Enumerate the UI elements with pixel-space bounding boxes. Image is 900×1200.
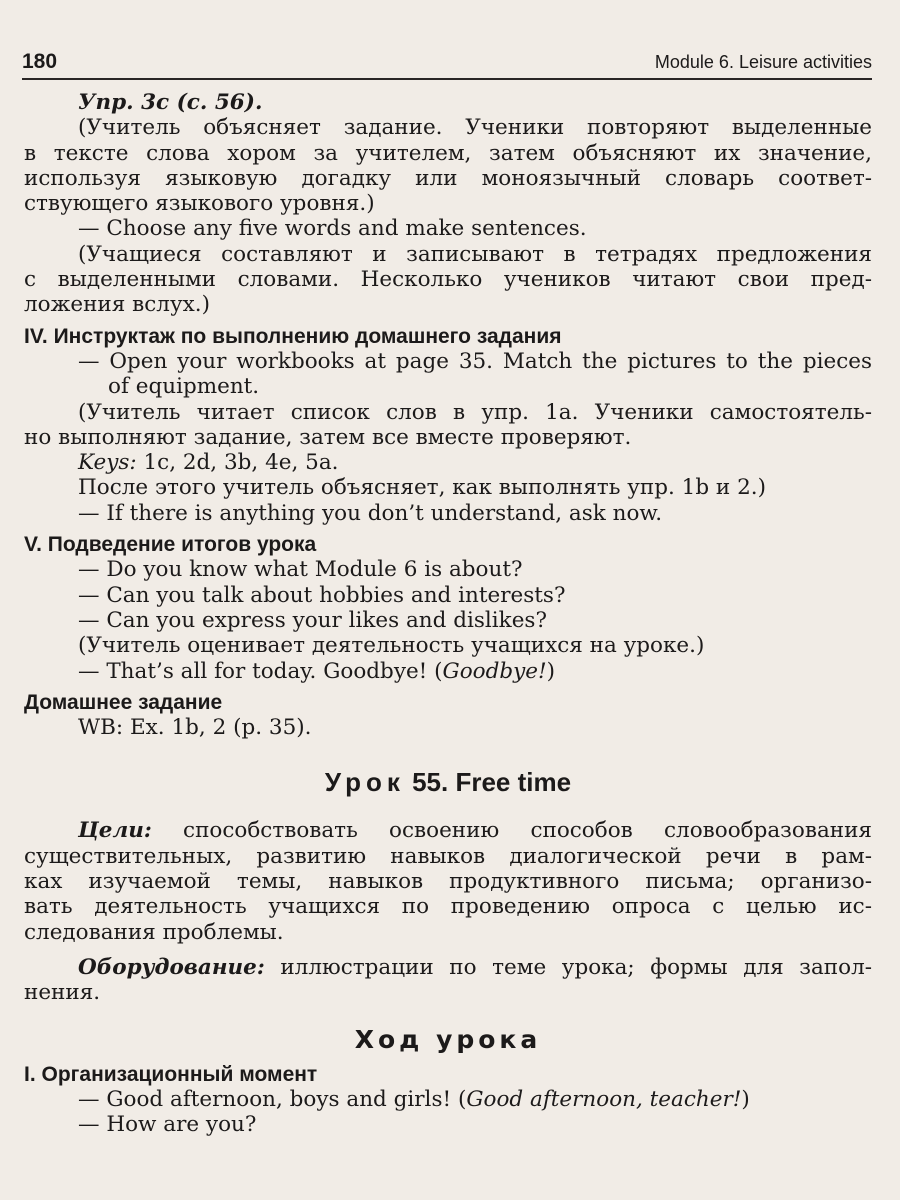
goals-line: ках изучаемой темы, навыков продуктивного письма; организо-: [24, 869, 872, 895]
teacher-greeting: [24, 1087, 872, 1112]
equipment-line: [24, 955, 872, 980]
section-heading: I. Организационный момент: [24, 1062, 318, 1086]
lesson-title: [24, 766, 872, 798]
goals-label: Цели:: [78, 818, 152, 844]
section-heading: IV. Инструктаж по выполнению домашнего задания: [24, 324, 562, 348]
goals-text: способствовать освоению способов словообразования: [151, 818, 872, 844]
page-body: [24, 90, 872, 1137]
goals-line: существительных, развитию навыков диалогической речи в рам-: [24, 843, 872, 869]
teacher-question: — Can you talk about hobbies and interests?: [78, 582, 566, 608]
teacher-prompt: — Choose any five words and make sentences.: [78, 216, 587, 242]
paragraph-line: После этого учитель объясняет, как выполнять упр. 1b и 2.): [78, 475, 766, 501]
goals-line: [24, 818, 872, 843]
running-header: [22, 44, 872, 80]
keys-label: Keys:: [78, 450, 137, 476]
equipment-line: нения.: [24, 980, 101, 1006]
paragraph-line: с выделенными словами. Несколько учеников читают свои пред-: [24, 267, 872, 293]
lesson-word: Урок: [324, 767, 405, 798]
greeting-text: — Good afternoon, boys and girls! (: [78, 1086, 467, 1112]
greeting-close: ): [741, 1086, 750, 1112]
teacher-farewell: [24, 659, 872, 684]
teacher-question: — How are you?: [78, 1112, 257, 1138]
paragraph-line: ложения вслух.): [24, 292, 210, 318]
paragraph-line: (Учитель читает список слов в упр. 1a. Ученики самостоятель-: [78, 399, 872, 425]
teacher-prompt: — Open your workbooks at page 35. Match the pictures to the pieces: [78, 348, 872, 374]
goals-line: вать деятельность учащихся по проведению опроса с целью ис-: [24, 894, 872, 920]
teacher-question: — Do you know what Module 6 is about?: [78, 557, 523, 583]
farewell-close: ): [546, 658, 556, 684]
paragraph-line: используя языковую догадку или моноязычный словарь соответ-: [24, 165, 872, 191]
teacher-question: — Can you express your likes and dislikes?: [78, 607, 547, 633]
paragraph-line: (Учащиеся составляют и записывают в тетрадях предложения: [78, 241, 872, 267]
paragraph-line: ствующего языкового уровня.): [24, 191, 375, 217]
farewell-text: — That’s all for today. Goodbye! (: [78, 658, 443, 684]
course-title: Ход урока: [354, 1024, 542, 1054]
paragraph-line: (Учитель оценивает деятельность учащихся на уроке.): [78, 633, 705, 659]
keys-value: 1c, 2d, 3b, 4e, 5a.: [136, 450, 339, 476]
teacher-prompt: — If there is anything you don’t understand, ask now.: [78, 500, 663, 526]
equipment-label: Оборудование:: [78, 954, 265, 980]
pupils-reply: Goodbye!: [442, 658, 547, 684]
paragraph-line: (Учитель объясняет задание. Ученики повторяют выделенные: [78, 115, 872, 141]
equipment-text: иллюстрации по теме урока; формы для запол-: [264, 954, 872, 980]
section-heading: V. Подведение итогов урока: [24, 533, 317, 557]
paragraph-line: в тексте слова хором за учителем, затем объясняют их значение,: [24, 140, 872, 166]
lesson-name: 55. Free time: [404, 767, 572, 798]
module-title: Module 6. Leisure activities: [654, 52, 872, 72]
pupils-reply: Good afternoon, teacher!: [466, 1086, 742, 1112]
answer-keys: [24, 450, 872, 475]
homework-heading: Домашнее задание: [24, 690, 223, 714]
goals-line: следования проблемы.: [24, 919, 284, 945]
homework-text: WB: Ex. 1b, 2 (p. 35).: [78, 715, 312, 741]
paragraph-line: но выполняют задание, затем все вместе проверяют.: [24, 424, 632, 450]
page-number: 180: [22, 50, 58, 73]
exercise-label: Упр. 3c (с. 56).: [78, 90, 263, 115]
teacher-prompt-continuation: of equipment.: [108, 374, 260, 400]
